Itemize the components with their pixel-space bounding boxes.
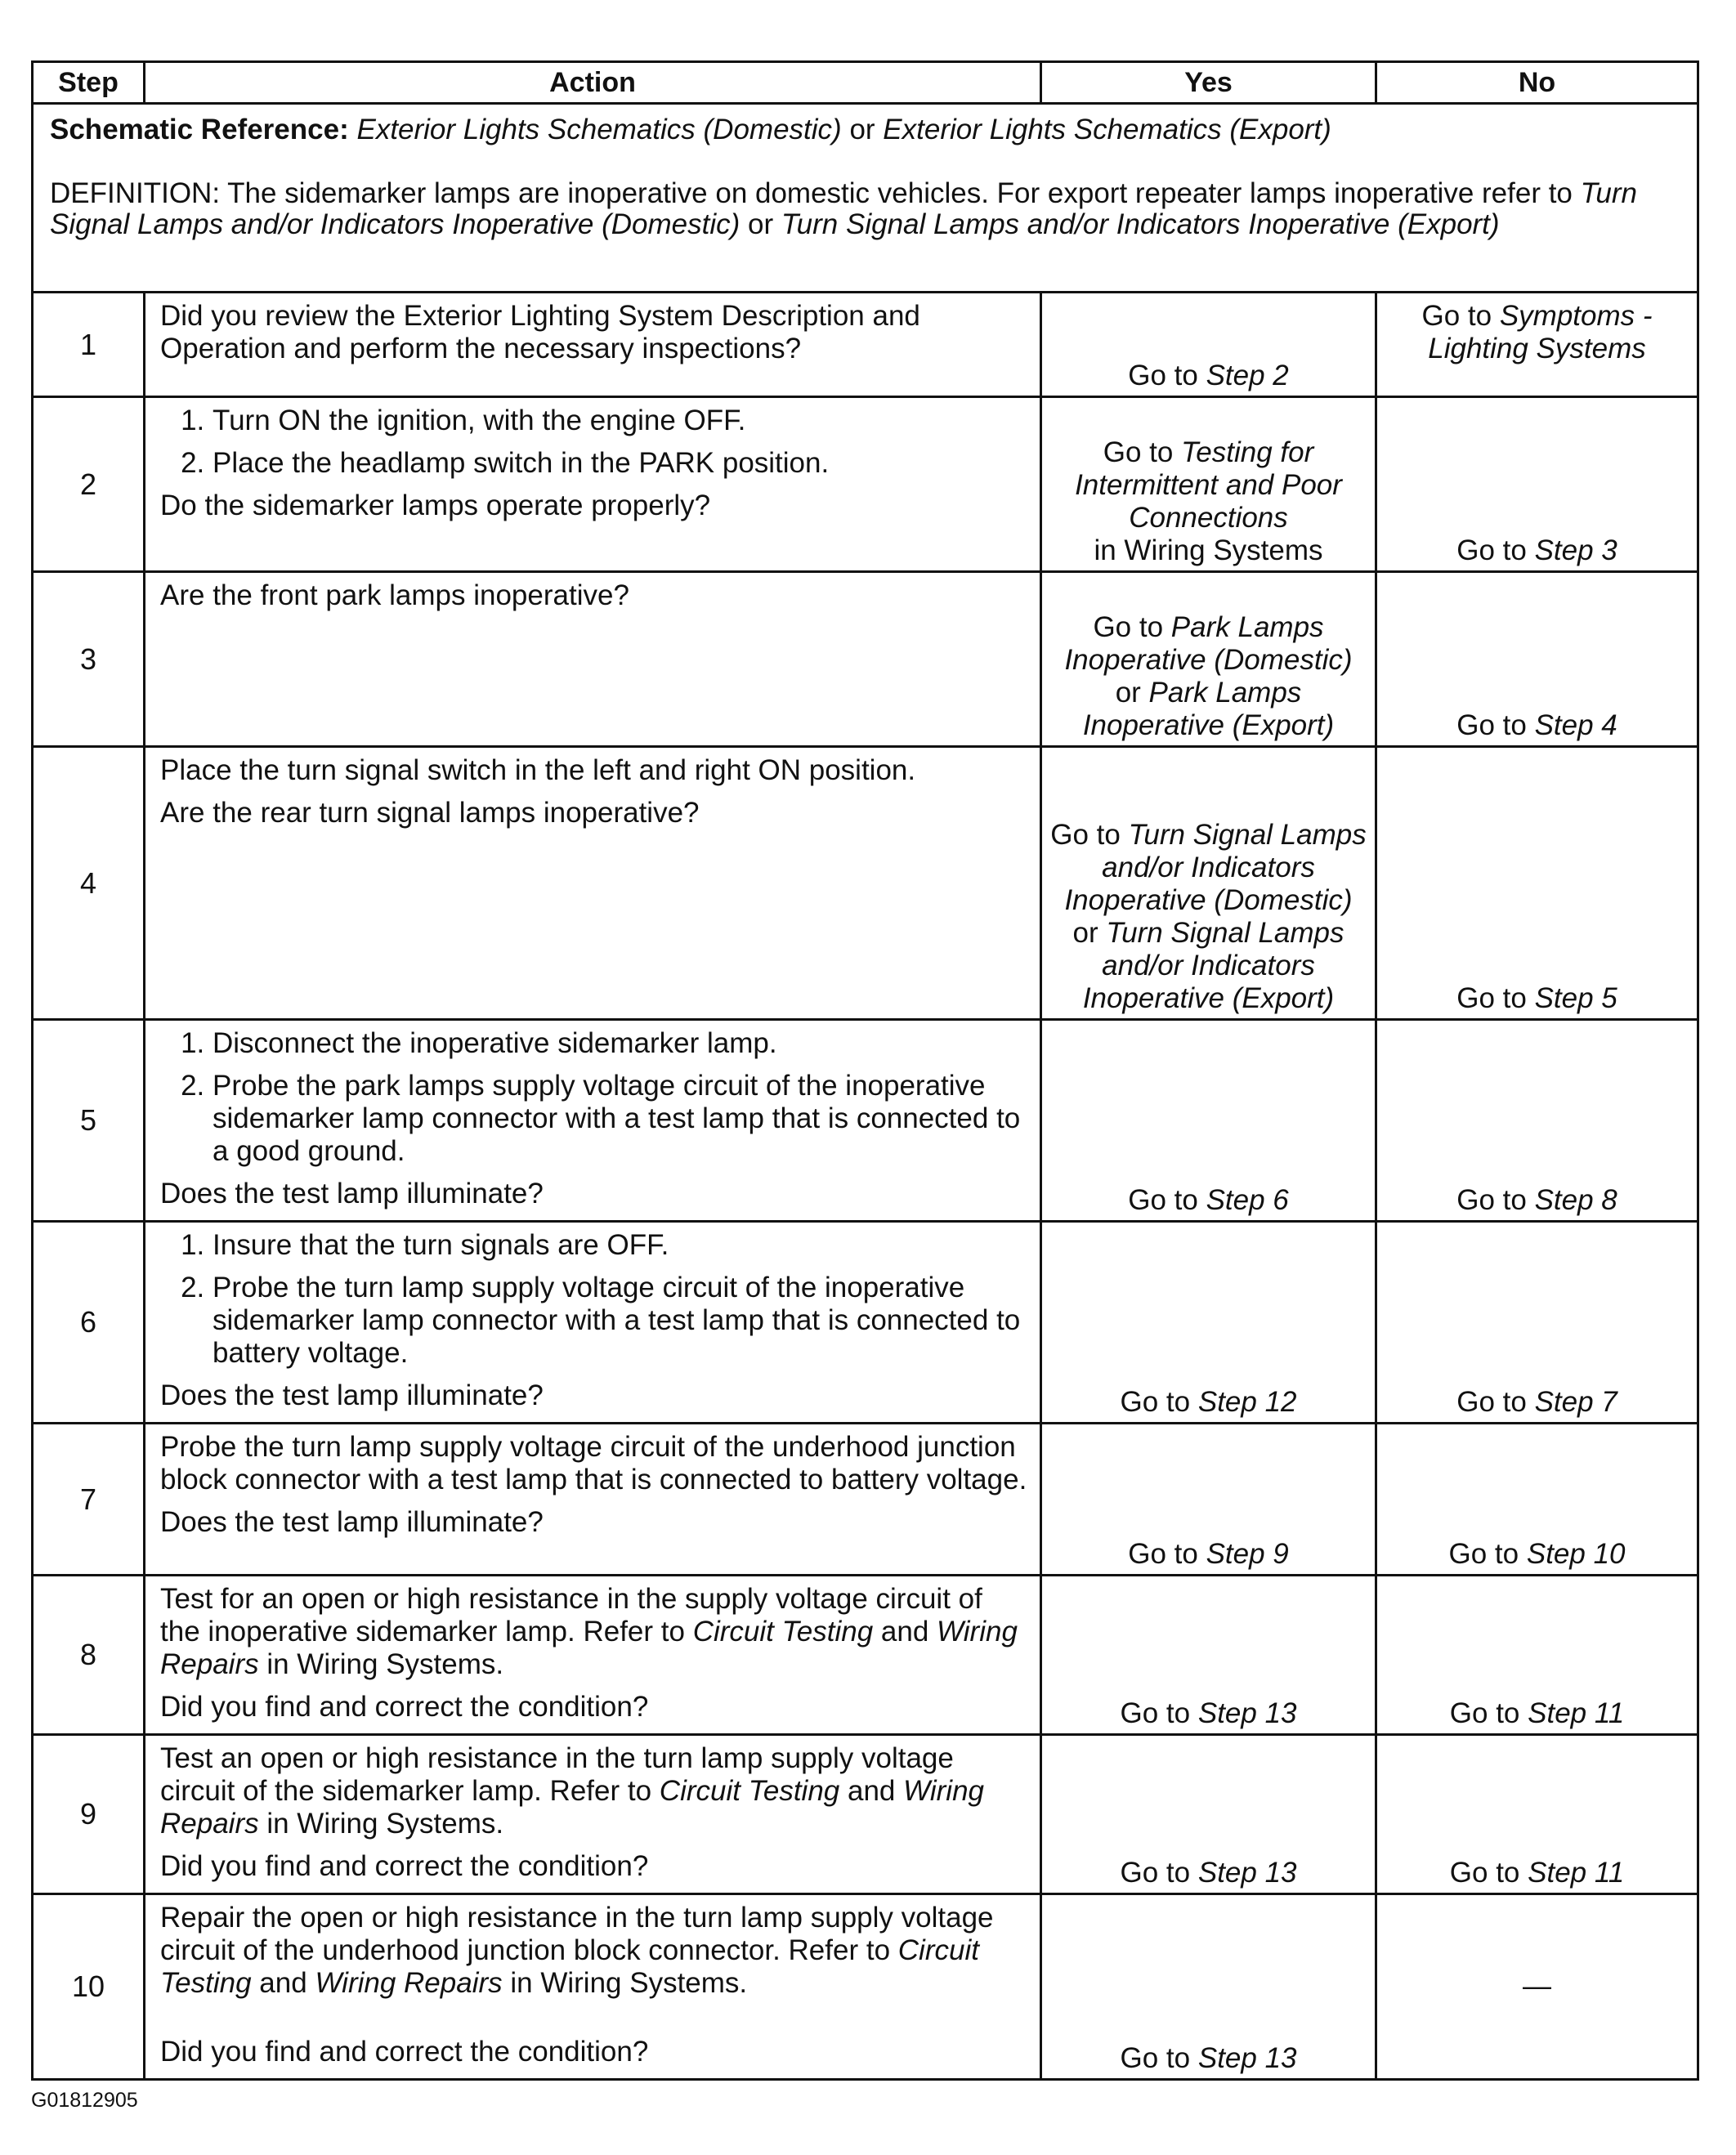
yes-cell: Go to Step 13: [1041, 1576, 1376, 1735]
yes-cell: Go to Step 2: [1041, 293, 1376, 397]
header-action: Action: [145, 62, 1041, 104]
instruction-item: 1. Disconnect the inoperative sidemarker lamp.: [213, 1027, 1028, 1060]
no-link[interactable]: Step 4: [1534, 709, 1617, 741]
step-number: 5: [33, 1020, 145, 1222]
no-cell: [1376, 1894, 1698, 2080]
step-question: Do the sidemarker lamps operate properly?: [160, 490, 711, 521]
yes-link[interactable]: Step 6: [1206, 1184, 1289, 1216]
instruction-item: 2. Place the headlamp switch in the PARK position.: [213, 447, 1028, 480]
step-row-10: [33, 1894, 1698, 2080]
yes-link[interactable]: Testing for Intermittent and Poor Connections: [1075, 436, 1342, 534]
yes-link[interactable]: Park Lamps Inoperative (Domestic): [1064, 611, 1353, 676]
no-cell: Go to Step 7: [1376, 1222, 1698, 1424]
no-cell: Go to Step 4: [1376, 572, 1698, 747]
step-question: Does the test lamp illuminate?: [160, 1178, 544, 1209]
header-yes: Yes: [1041, 62, 1376, 104]
yes-cell: Go to Step 6: [1041, 1020, 1376, 1222]
schematic-reference: [50, 114, 1680, 145]
step-question: Are the front park lamps inoperative?: [160, 579, 629, 611]
step-action: [145, 1894, 1041, 2080]
reference-cell: [33, 104, 1698, 293]
step-row-3: [33, 572, 1698, 747]
step-action: [145, 1020, 1041, 1222]
definition-link-export[interactable]: Turn Signal Lamps and/or Indicators Inoperative (Export): [781, 208, 1500, 240]
step-instruction: Probe the turn lamp supply voltage circuit of the underhood junction block connector with a test lamp that is connected to battery voltage.: [160, 1431, 1027, 1496]
step-row-8: [33, 1576, 1698, 1735]
reference-or: or: [849, 114, 875, 145]
no-link[interactable]: Step 7: [1534, 1386, 1617, 1418]
step-row-6: [33, 1222, 1698, 1424]
step-number: 10: [33, 1894, 145, 2080]
step-row-9: [33, 1735, 1698, 1894]
no-link[interactable]: Step 11: [1528, 1697, 1625, 1729]
yes-cell: Go to Step 13: [1041, 1894, 1376, 2080]
reference-link-domestic[interactable]: Exterior Lights Schematics (Domestic): [356, 114, 842, 145]
yes-link-2[interactable]: Park Lamps Inoperative (Export): [1082, 677, 1335, 741]
step-question: Did you find and correct the condition?: [160, 1691, 649, 1723]
step-action: [145, 1424, 1041, 1576]
definition-text: [50, 178, 1680, 240]
header-no: No: [1376, 62, 1698, 104]
yes-cell: Go to Park Lamps Inoperative (Domestic) or Park Lamps Inoperative (Export): [1041, 572, 1376, 747]
no-cell: Go to Step 10: [1376, 1424, 1698, 1576]
schematic-reference-label: Schematic Reference:: [50, 114, 349, 145]
step-question: Did you review the Exterior Lighting System Description and Operation and perform the necessary inspections?: [160, 300, 920, 364]
step-action: [145, 1222, 1041, 1424]
header-row: [33, 62, 1698, 104]
step-action: [145, 1735, 1041, 1894]
yes-cell: Go to Testing for Intermittent and Poor Connections in Wiring Systems: [1041, 397, 1376, 572]
step-instruction: Test for an open or high resistance in the supply voltage circuit of the inoperative sidemarker lamp. Refer to Circuit Testing and Wiring Repairs in Wiring Systems.: [160, 1583, 1018, 1680]
yes-link[interactable]: Turn Signal Lamps and/or Indicators Inoperative (Domestic): [1064, 819, 1367, 916]
step-question: Are the rear turn signal lamps inoperative?: [160, 797, 700, 829]
no-cell: Go to Step 11: [1376, 1735, 1698, 1894]
step-question: Does the test lamp illuminate?: [160, 1379, 544, 1411]
circuit-testing-link[interactable]: Circuit Testing: [692, 1616, 874, 1648]
yes-link[interactable]: Step 13: [1197, 1697, 1297, 1729]
no-dash: —: [1523, 1970, 1551, 2002]
definition-prefix: DEFINITION: The sidemarker lamps are inoperative on domestic vehicles. For export repeater lamps inoperative refer to: [50, 177, 1573, 209]
step-number: 3: [33, 572, 145, 747]
no-cell: Go to Step 8: [1376, 1020, 1698, 1222]
no-cell: Go to Step 3: [1376, 397, 1698, 572]
diagnostic-table: [31, 60, 1699, 2081]
wiring-repairs-link[interactable]: Wiring Repairs: [160, 1775, 985, 1840]
step-instructions: [160, 1027, 1028, 1168]
no-cell: Go to Step 5: [1376, 747, 1698, 1020]
yes-cell: Go to Step 12: [1041, 1222, 1376, 1424]
step-instruction: Repair the open or high resistance in the turn lamp supply voltage circuit of the underhood junction block connector. Refer to Circuit Testing and Wiring Repairs in Wiring Systems.: [160, 1902, 994, 1999]
step-number: 8: [33, 1576, 145, 1735]
definition-link-domestic[interactable]: Turn Signal Lamps and/or Indicators Inoperative (Domestic): [50, 177, 1638, 240]
step-row-5: [33, 1020, 1698, 1222]
instruction-item: 2. Probe the park lamps supply voltage circuit of the inoperative sidemarker lamp connector with a test lamp that is connected to a good ground.: [213, 1070, 1028, 1168]
no-cell: Go to Step 11: [1376, 1576, 1698, 1735]
reference-row: [33, 104, 1698, 293]
step-action: [145, 1576, 1041, 1735]
step-number: 9: [33, 1735, 145, 1894]
yes-cell: Go to Step 13: [1041, 1735, 1376, 1894]
no-link[interactable]: Step 10: [1526, 1538, 1626, 1570]
no-link[interactable]: Symptoms - Lighting Systems: [1428, 300, 1653, 364]
yes-link[interactable]: Step 9: [1206, 1538, 1289, 1570]
yes-link-2[interactable]: Turn Signal Lamps and/or Indicators Inoperative (Export): [1082, 917, 1345, 1014]
figure-code: G01812905: [31, 2089, 138, 2112]
yes-link[interactable]: Step 12: [1197, 1386, 1297, 1418]
step-question: Did you find and correct the condition?: [160, 1850, 649, 1882]
step-instruction: Place the turn signal switch in the left and right ON position.: [160, 754, 916, 786]
step-action: [145, 397, 1041, 572]
step-action: [145, 572, 1041, 747]
step-row-4: [33, 747, 1698, 1020]
step-number: 1: [33, 293, 145, 397]
yes-cell: Go to Turn Signal Lamps and/or Indicators Inoperative (Domestic) or Turn Signal Lamps and/or Indicators Inoperative (Export): [1041, 747, 1376, 1020]
yes-link[interactable]: Step 13: [1197, 2042, 1297, 2074]
header-step: Step: [33, 62, 145, 104]
step-question: Did you find and correct the condition?: [160, 2036, 649, 2068]
reference-link-export[interactable]: Exterior Lights Schematics (Export): [883, 114, 1331, 145]
step-instructions: [160, 1229, 1028, 1370]
no-link[interactable]: Step 8: [1534, 1184, 1617, 1216]
step-row-7: [33, 1424, 1698, 1576]
step-action: [145, 747, 1041, 1020]
step-instruction: Test an open or high resistance in the turn lamp supply voltage circuit of the sidemarker lamp. Refer to Circuit Testing and Wiring Repairs in Wiring Systems.: [160, 1742, 985, 1840]
circuit-testing-link[interactable]: Circuit Testing: [659, 1775, 840, 1807]
step-row-1: [33, 293, 1698, 397]
yes-cell: Go to Step 9: [1041, 1424, 1376, 1576]
step-question: Does the test lamp illuminate?: [160, 1506, 544, 1538]
wiring-repairs-link[interactable]: Wiring Repairs: [315, 1967, 503, 1999]
step-number: 6: [33, 1222, 145, 1424]
no-cell: Go to Symptoms - Lighting Systems: [1376, 293, 1698, 397]
step-instructions: [160, 405, 1028, 480]
yes-link[interactable]: Step 13: [1197, 1857, 1297, 1889]
no-link[interactable]: Step 5: [1534, 982, 1617, 1014]
yes-link[interactable]: Step 2: [1206, 360, 1289, 391]
circuit-testing-link[interactable]: Circuit Testing: [160, 1934, 979, 1999]
step-number: 2: [33, 397, 145, 572]
step-number: 4: [33, 747, 145, 1020]
step-action: [145, 293, 1041, 397]
instruction-item: 1. Turn ON the ignition, with the engine OFF.: [213, 405, 1028, 437]
instruction-item: 1. Insure that the turn signals are OFF.: [213, 1229, 1028, 1262]
instruction-item: 2. Probe the turn lamp supply voltage circuit of the inoperative sidemarker lamp connector with a test lamp that is connected to battery voltage.: [213, 1272, 1028, 1370]
no-link[interactable]: Step 3: [1534, 534, 1617, 566]
definition-or: or: [748, 208, 774, 240]
no-link[interactable]: Step 11: [1528, 1857, 1625, 1889]
step-number: 7: [33, 1424, 145, 1576]
wiring-repairs-link[interactable]: Wiring Repairs: [160, 1616, 1018, 1680]
step-row-2: [33, 397, 1698, 572]
